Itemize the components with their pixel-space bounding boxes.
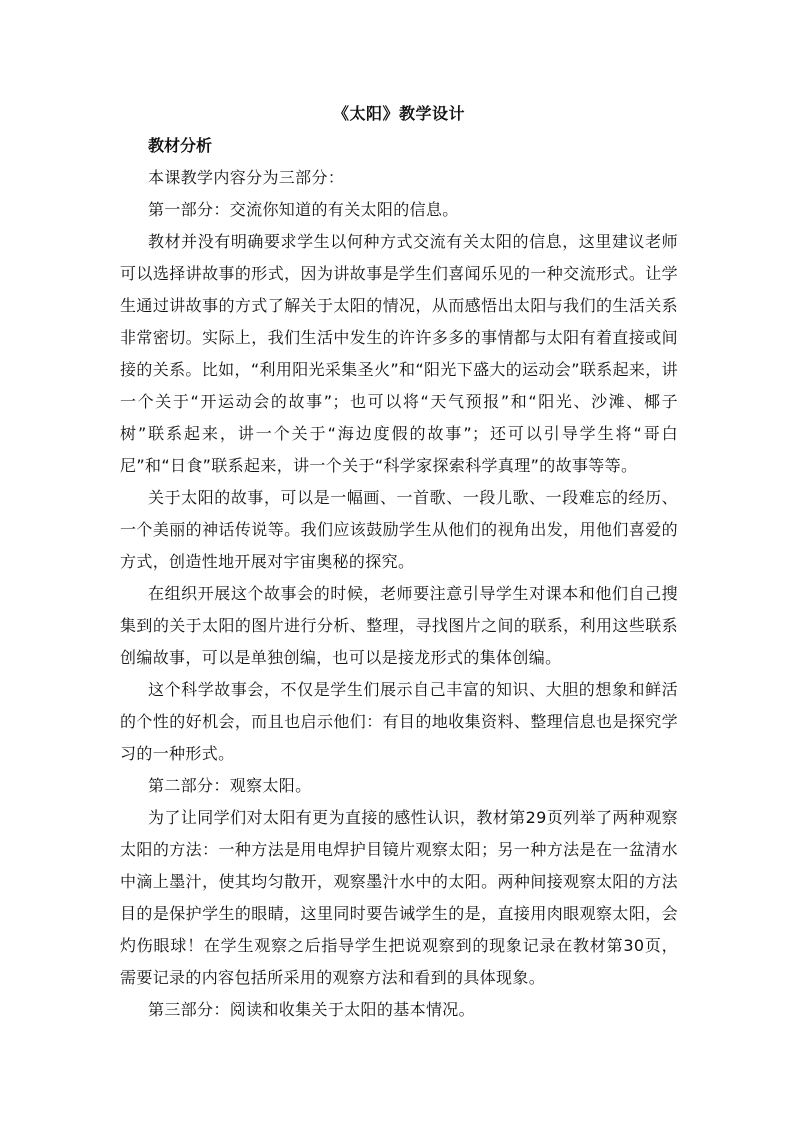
paragraph-observe-sun: 为了让同学们对太阳有更为直接的感性认识，教材第29页列举了两种观察太阳的方法：一种方法是用电焊护目镜片观察太阳；另一种方法是在一盆清水中滴上墨汁，使其均匀散开，观察墨汁水中的太阳。两种间接观察太阳的方法目的是保护学生的眼睛，这里同时要告诫学生的是，直接用肉眼观察太阳，会灼伤眼球！在学生观察之后指导学生把说观察到的现象记录在教材第30页，需要记录的内容包括所采用的观察方法和看到的具体现象。 bbox=[120, 808, 678, 987]
paragraph-part-two-heading: 第二部分：观察太阳。 bbox=[148, 776, 312, 795]
paragraph-storytelling: 教材并没有明确要求学生以何种方式交流有关太阳的信息，这里建议老师可以选择讲故事的形式，因为讲故事是学生们喜闻乐见的一种交流形式。让学生通过讲故事的方式了解关于太阳的情况，从而感悟出太阳与我们的生活关系非常密切。实际上，我们生活中发生的许许多多的事情都与太阳有着直接或间接的关系。比如，“利用阳光采集圣火”和“阳光下盛大的运动会”联系起来，讲一个关于“开运动会的故事”；也可以将“天气预报”和“阳光、沙滩、椰子树”联系起来，讲一个关于“海边度假的故事”；还可以引导学生将“哥白尼”和“日食”联系起来，讲一个关于“科学家探索科学真理”的故事等等。 bbox=[120, 232, 678, 475]
document-content bbox=[120, 100, 678, 1026]
paragraph-part-three-heading: 第三部分：阅读和收集关于太阳的基本情况。 bbox=[148, 1000, 476, 1019]
paragraph-science-story: 这个科学故事会，不仅是学生们展示自己丰富的知识、大胆的想象和鲜活的个性的好机会，而且也启示他们：有目的地收集资料、整理信息也是探究学习的一种形式。 bbox=[120, 680, 678, 763]
paragraph-intro: 本课教学内容分为三部分： bbox=[148, 168, 345, 187]
paragraph-sun-stories: 关于太阳的故事，可以是一幅画、一首歌、一段儿歌、一段难忘的经历、一个美丽的神话传说等。我们应该鼓励学生从他们的视角出发，用他们喜爱的方式，创造性地开展对宇宙奥秘的探究。 bbox=[120, 488, 678, 571]
paragraph-story-meeting: 在组织开展这个故事会的时候，老师要注意引导学生对课本和他们自己搜集到的关于太阳的图片进行分析、整理，寻找图片之间的联系，利用这些联系创编故事，可以是单独创编，也可以是接龙形式的集体创编。 bbox=[120, 584, 678, 667]
paragraph-part-one-heading: 第一部分：交流你知道的有关太阳的信息。 bbox=[148, 200, 459, 219]
document-title: 《太阳》教学设计 bbox=[332, 104, 465, 123]
section-heading-textbook-analysis: 教材分析 bbox=[148, 136, 213, 155]
